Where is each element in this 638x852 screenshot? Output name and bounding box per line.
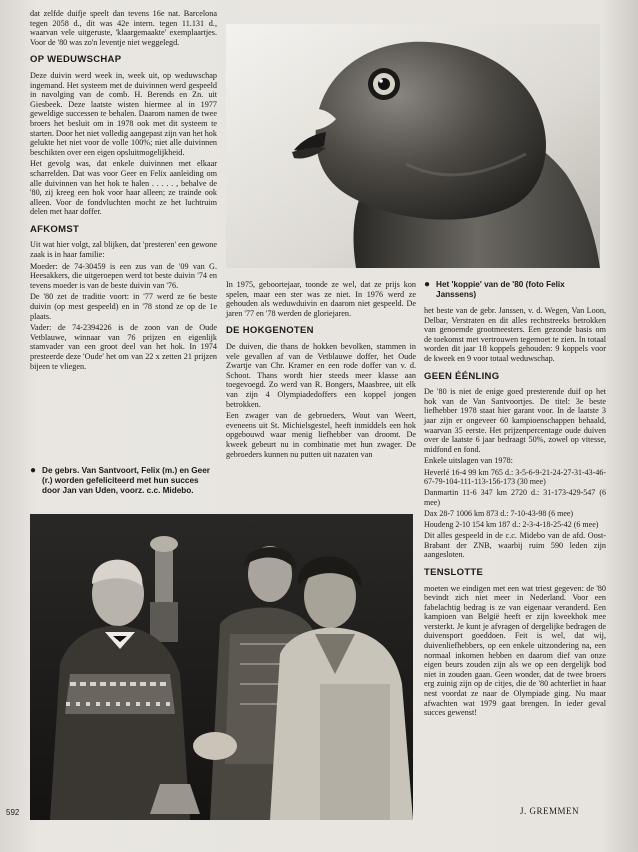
- bullet-icon: ●: [424, 279, 431, 290]
- photo-caption-bottom: ● De gebrs. Van Santvoort, Felix (m.) en Geer (r.) worden gefeliciteerd met hun succes door Jan van Uden, voorz. c.c. Midebo.: [30, 465, 210, 495]
- paragraph: moeten we eindigen met een wat triest gegeven: de '80 bevindt zich niet meer in Nederland. Voor een fabelachtig bedrag is ze van eigenaar veranderd. Een kampioen van België heeft er zijn kweekhok mee versterkt. Je kunt je afvragen of dergelijke bedragen de duivensport goeddoen. Feit is wel, dat wij, duivenliefhebbers, op een enkele uitzondering na, een normaal inkomen hebben en daarom dief van onze eigen beurs zouden zijn als we op een dergelijk bod niet in zouden gaan. Geen wonder, dat de twee broers erg zuinig zijn op de citjes, die de '80 achterliet in haar nest voordat ze naar de Olympiade ging. Nu maar afwachten wat 1979 gaat brengen. In ieder geval succes gewenst!: [424, 583, 606, 718]
- paragraph: het beste van de gebr. Janssen, v. d. Wegen, Van Loon, Delbar, Verstraten en dit alles rechtstreeks betrokken van genoemde grootmeesters. Een gezonde basis om de toekomst met vertrouwen tegemoet te zien. In totaal worden dit jaar 18 koppels gehouden: 9 koppels voor de kweek en 9 voor totaal weduwschap.: [424, 306, 606, 363]
- author-signature: J. GREMMEN: [520, 806, 580, 816]
- paragraph: Dit alles gespeeld in de c.c. Midebo van de afd. Oost-Brabant der ZNB, waarbij ruim 590 leden zijn aangesloten.: [424, 531, 606, 560]
- heading-de-hokgenoten: DE HOKGENOTEN: [226, 325, 314, 337]
- stats-line: Houdeng 2-10 154 km 187 d.: 2-3-4-18-25-42 (6 mee): [424, 519, 599, 529]
- heading-op-weduwschap: OP WEDUWSCHAP: [30, 54, 122, 66]
- stats-line: Dax 28-7 1006 km 873 d.: 7-10-43-98 (6 mee): [424, 508, 574, 518]
- group-photo-image: [30, 514, 413, 820]
- paragraph: Het gevolg was, dat enkele duivinnen met elkaar scharrelden. Dat was voor Geer en Felix aanleiding om alle duivinnen van het hok te halen . . . . . , behalve de '80, zij kreeg een hok voor haar alleen; ze trainde ook alleen. Voor de fondvluchten mocht ze het luchtruim delen met haar doffer.: [30, 159, 217, 217]
- heading-tenslotte: TENSLOTTE: [424, 566, 484, 578]
- paragraph: In 1975, geboortejaar, toonde ze wel, dat ze prijs kon spelen, maar een ster was ze niet. In 1976 werd ze gehouden als weduwduivin en daarom niet gespeeld. De jaren '77 en '78 werden de gloriejaren.: [226, 280, 416, 318]
- paragraph: De '80 zet de traditie voort: in '77 werd ze 6e beste duivin (op mest gespeeld) en in '78 stond ze op de 1e plaats.: [30, 292, 217, 321]
- page-number: 592: [6, 808, 20, 817]
- stats-line: Heverlé 16-4 99 km 765 d.: 3-5-6-9-21-24-27-31-43-46-67-79-104-111-113-156-173 (30 mee): [424, 467, 606, 487]
- paragraph: De '80 is niet de enige goed presterende duif op het hok van de Van Santvoortjes. De titel: 3e beste liefhebber 1978 staat hier garant voor. In de laatste 3 jaar zijn er ongeveer 60 kampioenschappen behaald, waarvan 35 eerste. Het prijzenpercentage oude duiven over de laatste 6 jaar bedraagt 50%, zowel op vitesse, midfond en fond.: [424, 387, 606, 454]
- pigeon-head-photo: [226, 24, 600, 268]
- paragraph: Uit wat hier volgt, zal blijken, dat 'presteren' een gewone zaak is in haar familie:: [30, 240, 217, 260]
- column-left: [30, 9, 217, 373]
- column-right: [424, 306, 606, 720]
- bullet-icon: ●: [30, 465, 37, 476]
- stats-line: Danmartin 11-6 347 km 2720 d.: 31-173-429-547 (6 mee): [424, 488, 606, 507]
- heading-geen-eenling: GEEN ÉÉNLING: [424, 370, 500, 382]
- heading-afkomst: AFKOMST: [30, 223, 80, 235]
- column-middle: [226, 280, 416, 461]
- stats-intro: Enkele uitslagen van 1978:: [424, 456, 513, 466]
- paragraph: Deze duivin werd week in, week uit, op weduwschap ingemand. Het systeem met de duivinnen werd gespeeld in navolging van de comb. H. Berends en Zn. uit Giesbeek. Deze laatste wisten hiermee al in 1977 geweldige successen te behalen. Daarom namen de twee broers het besluit om in 1978 ook met dit systeem te starten. Door het niet volledig aangepast zijn van het hok gelukte het niet voor de volle 100%; niet alle duivinnen beschikten over een eigen opsluitmogelijkheid.: [30, 70, 217, 157]
- paragraph: Een zwager van de gebroeders, Wout van Weert, eveneens uit St. Michielsgestel, heeft inmiddels een hok opgebouwd waar menig liefhebber van droomt. De kweek gebeurt nu in combinatie met hun zwager. De gebroeders kunnen nu putten uit nazaten van: [226, 411, 416, 459]
- paragraph: De duiven, die thans de hokken bevolken, stammen in vele gevallen af van de Vetblauwe doffer, het Oude Zwartje van Chr. Kramer en een rode doffer van v. d. Schoot. Thans wordt hier steeds meer klasse aan toegevoegd. Zo werd van R. Bongers, Maasbree, uit elk van zijn 4 Olympiadedoffers een koppel jongen betrokken.: [226, 341, 416, 409]
- paragraph: Moeder: de 74-30459 is een zus van de '09 van G. Heesakkers, die uitgeroepen werd tot beste duivin '74 en tevens moeder is van de beste duivin van '76.: [30, 261, 217, 290]
- stats-list: [424, 468, 606, 529]
- photo-caption-top: ● Het 'koppie' van de '80 (foto Felix Janssens): [424, 279, 565, 299]
- paragraph: Vader: de 74-2394226 is de zoon van de Oude Vetblauwe, winnaar van 76 prijzen en eigenlijk stamvader van een groot deel van het hok. In 1974 presteerde deze 'Oude' het om van 22 x zetten 21 prijzen bijeen te vliegen.: [30, 323, 217, 371]
- intro-paragraph: dat zelfde duifje speelt dan tevens 16e nat. Barcelona tegen 2058 d., dit was 42e intern. tegen 11.131 d., waarvan vele uitgeruste, 'klaargemaakte' exemplaartjes. Voor de '80 was zo'n leventje niet weggelegd.: [30, 9, 217, 47]
- group-photo: [30, 514, 413, 820]
- pigeon-head-image: [226, 24, 600, 268]
